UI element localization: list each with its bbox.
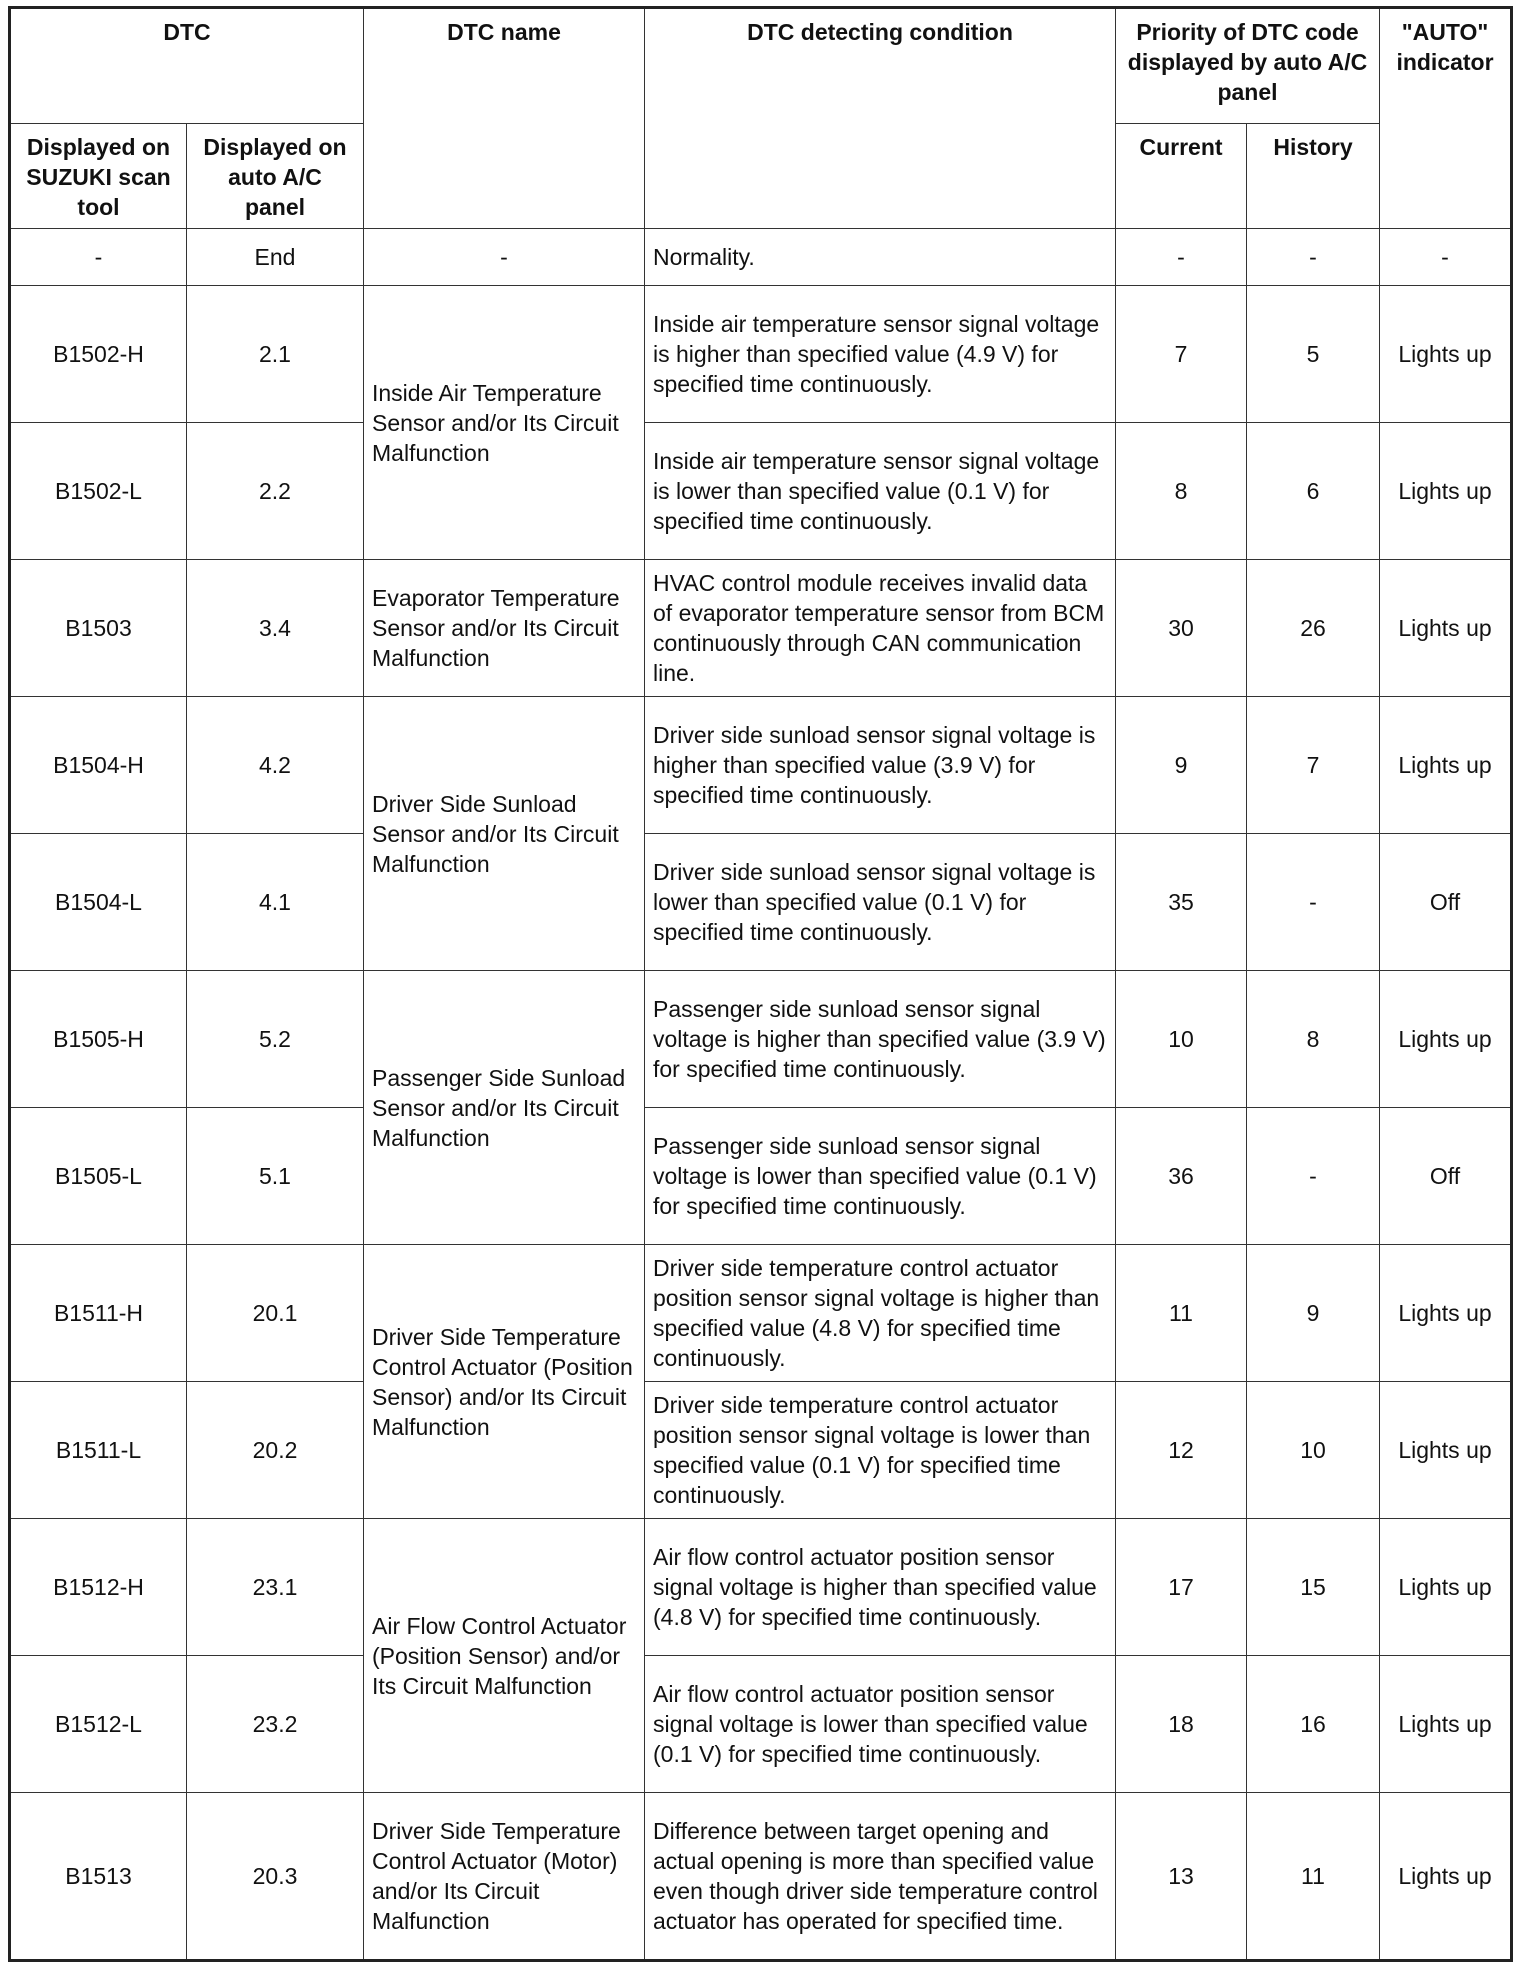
dtc-name: Inside Air Temperature Sensor and/or Its Circuit Malfunction [364,286,645,560]
auto-indicator: Lights up [1380,1793,1512,1961]
panel-code: 20.1 [187,1245,364,1382]
dtc-condition: Air flow control actuator position sensor signal voltage is higher than specified value (4.8 V) for specified time continuously. [645,1519,1116,1656]
scan-tool-code: B1505-L [10,1108,187,1245]
dtc-name: Air Flow Control Actuator (Position Sensor) and/or Its Circuit Malfunction [364,1519,645,1793]
scan-tool-code: - [10,229,187,286]
panel-code: 2.2 [187,423,364,560]
scan-tool-header: Displayed on SUZUKI scan tool [10,124,187,229]
ac-panel-header: Displayed on auto A/C panel [187,124,364,229]
auto-indicator: Lights up [1380,423,1512,560]
priority-history: 6 [1247,423,1380,560]
auto-indicator: Lights up [1380,1245,1512,1382]
scan-tool-code: B1502-L [10,423,187,560]
table-row [10,697,1512,834]
table-row [10,229,1512,286]
panel-code: 3.4 [187,560,364,697]
priority-current: 8 [1116,423,1247,560]
priority-history: 16 [1247,1656,1380,1793]
priority-current: 7 [1116,286,1247,423]
auto-indicator-header: "AUTO" indicator [1380,8,1512,229]
dtc-condition: Driver side temperature control actuator position sensor signal voltage is lower than specified value (0.1 V) for specified time continuously. [645,1382,1116,1519]
auto-indicator: Lights up [1380,560,1512,697]
auto-indicator: - [1380,229,1512,286]
panel-code: 2.1 [187,286,364,423]
dtc-condition: Inside air temperature sensor signal voltage is higher than specified value (4.9 V) for specified time continuously. [645,286,1116,423]
panel-code: 23.2 [187,1656,364,1793]
table-row [10,1382,1512,1519]
priority-history: 26 [1247,560,1380,697]
priority-history: 10 [1247,1382,1380,1519]
priority-history: 5 [1247,286,1380,423]
panel-code: 5.2 [187,971,364,1108]
panel-code: 4.1 [187,834,364,971]
scan-tool-code: B1504-H [10,697,187,834]
scan-tool-code: B1503 [10,560,187,697]
table-row [10,1519,1512,1656]
priority-current: 30 [1116,560,1247,697]
dtc-condition: Passenger side sunload sensor signal voltage is lower than specified value (0.1 V) for specified time continuously. [645,1108,1116,1245]
priority-current: 35 [1116,834,1247,971]
table-row [10,286,1512,423]
dtc-condition-header: DTC detecting condition [645,8,1116,229]
table-row [10,1108,1512,1245]
panel-code: End [187,229,364,286]
table-row [10,1245,1512,1382]
dtc-table-container [8,6,1510,1962]
priority-current: 17 [1116,1519,1247,1656]
dtc-name-header: DTC name [364,8,645,229]
table-row [10,1793,1512,1961]
scan-tool-code: B1512-L [10,1656,187,1793]
priority-history: 8 [1247,971,1380,1108]
panel-code: 5.1 [187,1108,364,1245]
dtc-condition: HVAC control module receives invalid data of evaporator temperature sensor from BCM continuously through CAN communication line. [645,560,1116,697]
dtc-name: Passenger Side Sunload Sensor and/or Its Circuit Malfunction [364,971,645,1245]
table-row [10,971,1512,1108]
dtc-header: DTC [10,8,364,124]
dtc-condition: Passenger side sunload sensor signal voltage is higher than specified value (3.9 V) for specified time continuously. [645,971,1116,1108]
header-row-top [10,8,1512,124]
dtc-condition: Normality. [645,229,1116,286]
auto-indicator: Lights up [1380,286,1512,423]
current-header: Current [1116,124,1247,229]
priority-current: 9 [1116,697,1247,834]
scan-tool-code: B1511-H [10,1245,187,1382]
scan-tool-code: B1511-L [10,1382,187,1519]
auto-indicator: Lights up [1380,1519,1512,1656]
panel-code: 4.2 [187,697,364,834]
priority-history: - [1247,834,1380,971]
scan-tool-code: B1504-L [10,834,187,971]
scan-tool-code: B1502-H [10,286,187,423]
dtc-condition: Air flow control actuator position sensor signal voltage is lower than specified value (0.1 V) for specified time continuously. [645,1656,1116,1793]
priority-history: 11 [1247,1793,1380,1961]
auto-indicator: Off [1380,834,1512,971]
scan-tool-code: B1513 [10,1793,187,1961]
dtc-name: Driver Side Temperature Control Actuator (Position Sensor) and/or Its Circuit Malfunction [364,1245,645,1519]
priority-history: 15 [1247,1519,1380,1656]
table-row [10,423,1512,560]
dtc-table [8,6,1513,1962]
dtc-condition: Driver side sunload sensor signal voltage is lower than specified value (0.1 V) for specified time continuously. [645,834,1116,971]
priority-current: 11 [1116,1245,1247,1382]
table-row [10,834,1512,971]
table-row [10,560,1512,697]
priority-current: 13 [1116,1793,1247,1961]
auto-indicator: Lights up [1380,1382,1512,1519]
priority-current: - [1116,229,1247,286]
priority-history: 9 [1247,1245,1380,1382]
auto-indicator: Lights up [1380,697,1512,834]
panel-code: 20.2 [187,1382,364,1519]
priority-history: - [1247,229,1380,286]
priority-current: 36 [1116,1108,1247,1245]
scan-tool-code: B1512-H [10,1519,187,1656]
panel-code: 20.3 [187,1793,364,1961]
panel-code: 23.1 [187,1519,364,1656]
auto-indicator: Lights up [1380,1656,1512,1793]
dtc-name: Driver Side Temperature Control Actuator (Motor) and/or Its Circuit Malfunction [364,1793,645,1961]
priority-current: 18 [1116,1656,1247,1793]
priority-current: 12 [1116,1382,1247,1519]
dtc-condition: Inside air temperature sensor signal voltage is lower than specified value (0.1 V) for specified time continuously. [645,423,1116,560]
dtc-name: Driver Side Sunload Sensor and/or Its Circuit Malfunction [364,697,645,971]
dtc-name: - [364,229,645,286]
dtc-name: Evaporator Temperature Sensor and/or Its Circuit Malfunction [364,560,645,697]
dtc-condition: Driver side sunload sensor signal voltage is higher than specified value (3.9 V) for specified time continuously. [645,697,1116,834]
auto-indicator: Lights up [1380,971,1512,1108]
dtc-condition: Driver side temperature control actuator position sensor signal voltage is higher than specified value (4.8 V) for specified time continuously. [645,1245,1116,1382]
priority-header: Priority of DTC code displayed by auto A/C panel [1116,8,1380,124]
priority-history: - [1247,1108,1380,1245]
dtc-condition: Difference between target opening and actual opening is more than specified value even though driver side temperature control actuator has operated for specified time. [645,1793,1116,1961]
scan-tool-code: B1505-H [10,971,187,1108]
priority-current: 10 [1116,971,1247,1108]
priority-history: 7 [1247,697,1380,834]
table-row [10,1656,1512,1793]
auto-indicator: Off [1380,1108,1512,1245]
history-header: History [1247,124,1380,229]
